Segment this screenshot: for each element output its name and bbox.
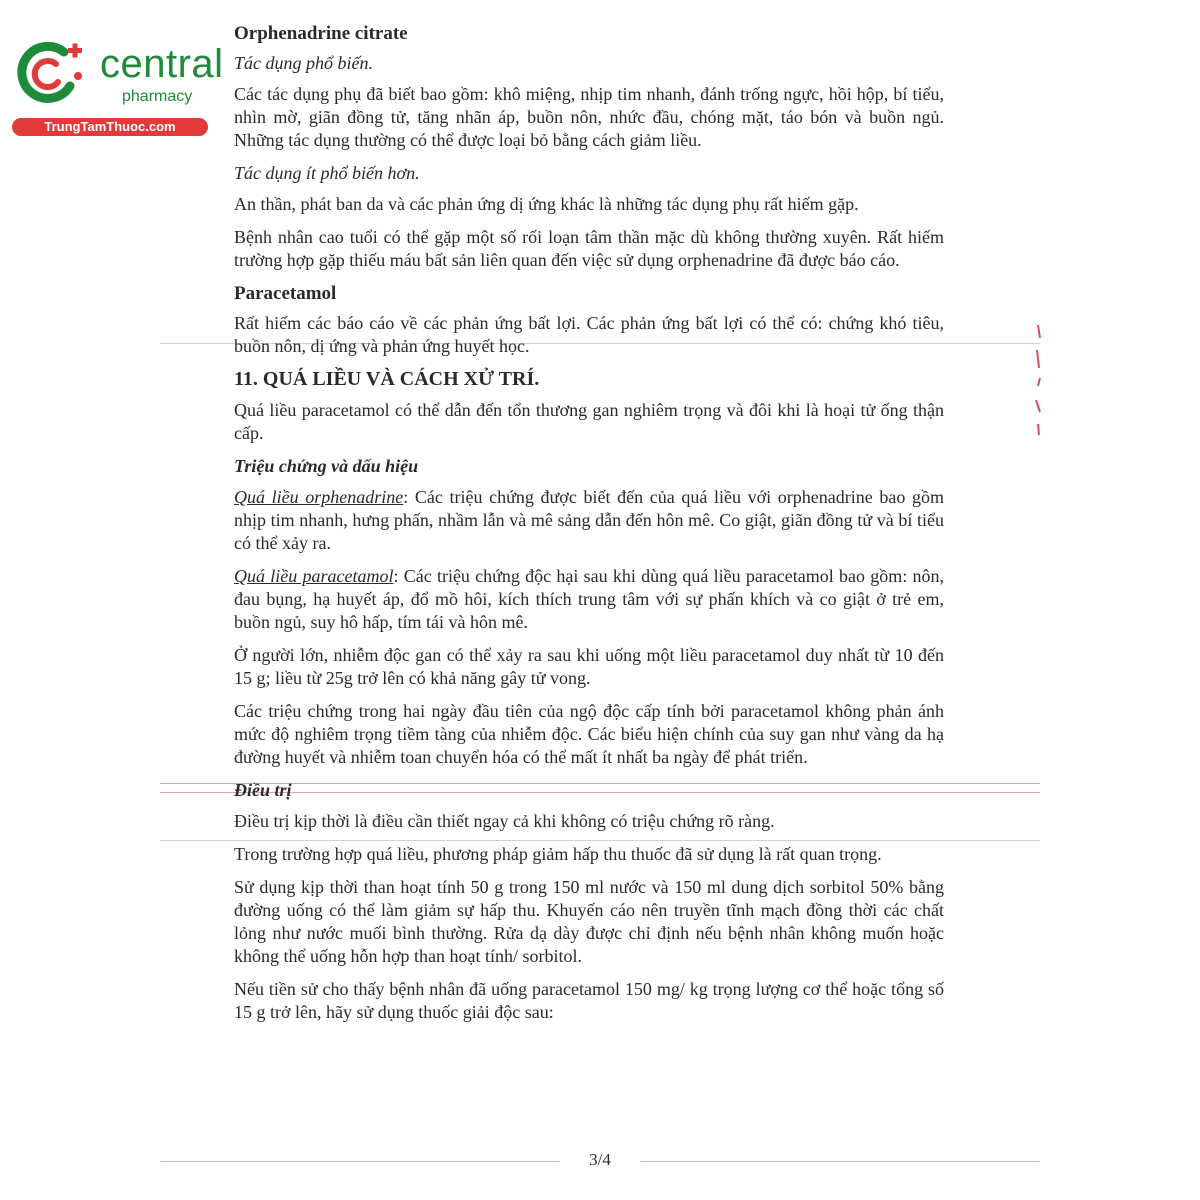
- brand-subtitle: pharmacy: [122, 88, 193, 105]
- page-number: 3/4: [560, 1150, 640, 1170]
- document-body: [234, 22, 944, 1034]
- central-pharmacy-logo: [12, 38, 224, 138]
- early-symptoms-text: Các triệu chứng trong hai ngày đầu tiên của ngộ độc cấp tính bởi paracetamol không phản ánh mức độ nghiêm trọng tiềm tàng của nhiễm độc. Các biểu hiện chính của suy gan như vàng da hạ đường huyết và nhiễm toan chuyển hóa có thể mất ít nhất ba ngày để phát triển.: [234, 701, 944, 767]
- common-effects-label: Tác dụng phổ biến.: [234, 53, 373, 73]
- paracetamol-overdose-label: Quá liều paracetamol: [234, 566, 394, 586]
- treatment-text-1: Điều trị kịp thời là điều cần thiết ngay cả khi không có triệu chứng rõ ràng.: [234, 811, 775, 831]
- overdose-heading: 11. QUÁ LIỀU VÀ CÁCH XỬ TRÍ.: [234, 368, 540, 390]
- treatment-text-4: Nếu tiền sử cho thấy bệnh nhân đã uống paracetamol 150 mg/ kg trọng lượng cơ thể hoặc tổng số 15 g trở lên, hãy sử dụng thuốc giải độc sau:: [234, 979, 944, 1022]
- paracetamol-overdose-text: : Các triệu chứng độc hại sau khi dùng quá liều paracetamol bao gồm: nôn, đau bụng, hạ huyết áp, đổ mồ hôi, kích thích trung tâm với sự phấn khích và co giật ở trẻ em, buồn ngủ, suy hô hấp, tím tái và hôn mê.: [234, 566, 944, 632]
- brand-site-badge: TrungTamThuoc.com: [12, 118, 208, 136]
- adult-toxicity-text: Ở người lớn, nhiễm độc gan có thể xảy ra sau khi uống một liều paracetamol duy nhất từ 10 đến 15 g; liều từ 25g trở lên có khả năng gây tử vong.: [234, 645, 944, 688]
- less-common-text-1: An thần, phát ban da và các phản ứng dị ứng khác là những tác dụng phụ rất hiếm gặp.: [234, 194, 859, 214]
- less-common-text-2: Bệnh nhân cao tuổi có thể gặp một số rối loạn tâm thần mặc dù không thường xuyên. Rất hiếm trường hợp gặp thiếu máu bất sản liên quan đến việc sử dụng orphenadrine đã được báo cáo.: [234, 227, 944, 270]
- paracetamol-text: Rất hiếm các báo cáo về các phản ứng bất lợi. Các phản ứng bất lợi có thể có: chứng khó tiêu, buồn nôn, dị ứng và phản ứng huyết học.: [234, 313, 944, 356]
- central-logo-icon: [12, 38, 90, 108]
- overdose-intro: Quá liều paracetamol có thể dẫn đến tổn thương gan nghiêm trọng và đôi khi là hoại tử ống thận cấp.: [234, 400, 944, 443]
- orphenadrine-overdose-text: : Các triệu chứng được biết đến của quá liều với orphenadrine bao gồm nhịp tim nhanh, hưng phấn, nhầm lẫn và mê sảng dẫn đến hôn mê. Co giật, giãn đồng tử và bí tiểu có thể xảy ra.: [234, 487, 944, 553]
- treatment-text-2: Trong trường hợp quá liều, phương pháp giảm hấp thu thuốc đã sử dụng là rất quan trọng.: [234, 844, 882, 864]
- less-common-label: Tác dụng ít phổ biến hơn.: [234, 163, 420, 183]
- treatment-text-3: Sử dụng kịp thời than hoạt tính 50 g trong 150 ml nước và 150 ml dung dịch sorbitol 50% bằng đường uống có thể làm giảm sự hấp thu. Khuyến cáo nên truyền tĩnh mạch đồng thời các chất lỏng như nước muối bình thường. Rửa dạ dày được chỉ định nếu bệnh nhân không muốn hoặc không thể uống hỗn hợp than hoạt tính/ sorbitol.: [234, 877, 944, 966]
- orphenadrine-title: Orphenadrine citrate: [234, 23, 408, 44]
- orphenadrine-overdose-paragraph: [234, 486, 944, 555]
- brand-name: central: [100, 42, 224, 86]
- paracetamol-title: Paracetamol: [234, 283, 337, 304]
- orphenadrine-overdose-label: Quá liều orphenadrine: [234, 487, 404, 507]
- red-stamp-mark: [1028, 320, 1048, 440]
- treatment-heading: Điều trị: [234, 780, 292, 800]
- symptoms-heading: Triệu chứng và dấu hiệu: [234, 456, 419, 476]
- common-effects-text: Các tác dụng phụ đã biết bao gồm: khô miệng, nhịp tim nhanh, đánh trống ngực, hồi hộp, bí tiểu, nhìn mờ, giãn đồng tử, tăng nhãn áp, buồn nôn, nhức đầu, chóng mặt, táo bón và buồn ngủ. Những tác dụng thường có thể được loại bỏ bằng cách giảm liều.: [234, 84, 944, 150]
- paracetamol-overdose-paragraph: [234, 565, 944, 634]
